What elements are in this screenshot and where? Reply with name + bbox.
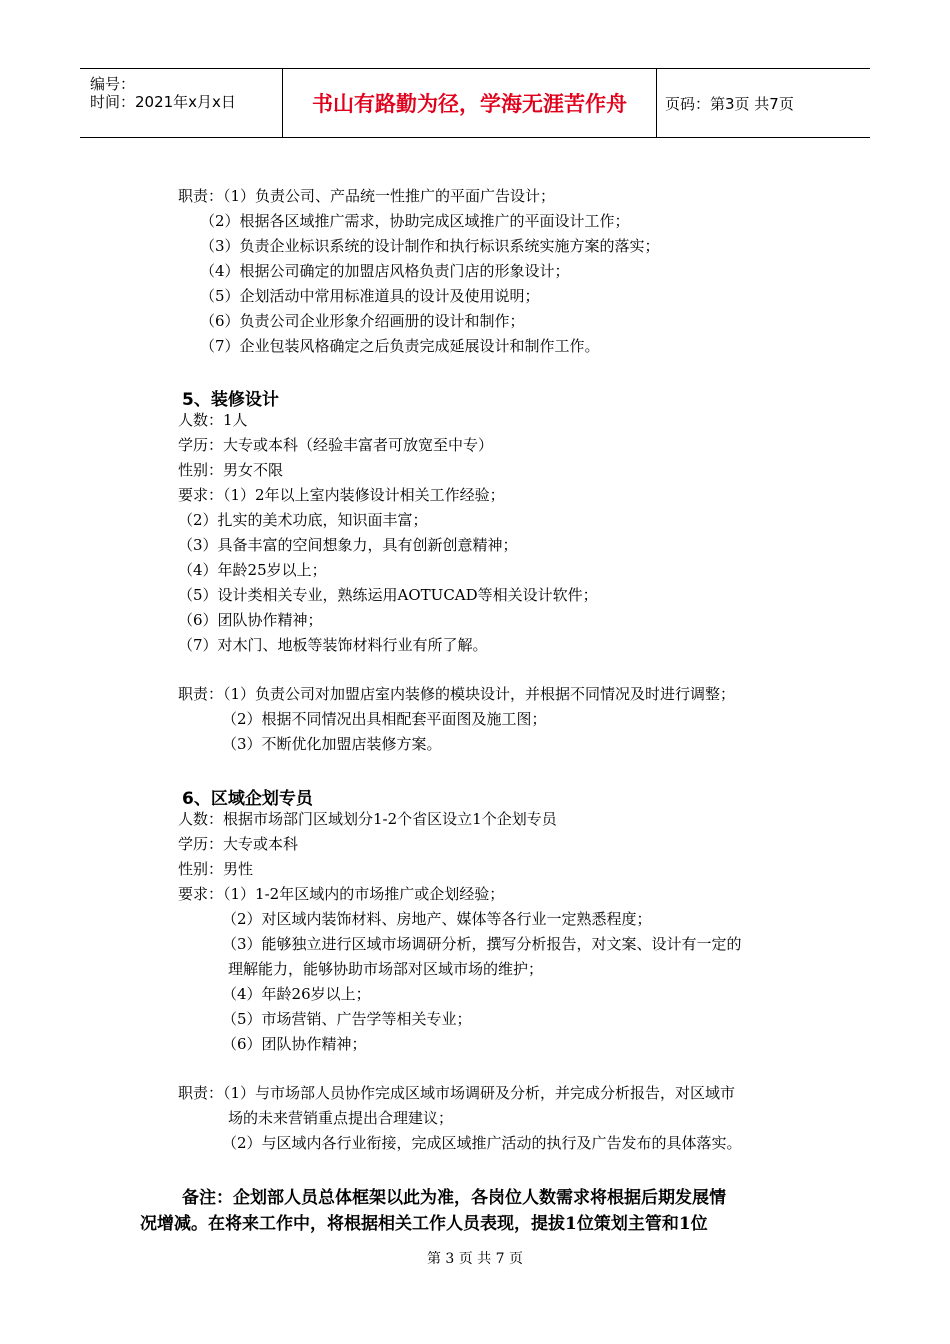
duty-line: （7）企业包装风格确定之后负责完成延展设计和制作工作。 bbox=[200, 337, 600, 355]
duty-line: （3）不断优化加盟店装修方案。 bbox=[222, 735, 442, 753]
info-line: 要求：（1）1-2年区域内的市场推广或企划经验； bbox=[178, 885, 505, 903]
duty-line: （6）负责公司企业形象介绍画册的设计和制作； bbox=[200, 312, 525, 330]
duty-line: （2）与区域内各行业衔接，完成区域推广活动的执行及广告发布的具体落实。 bbox=[222, 1134, 742, 1152]
requirement-line: （3）能够独立进行区域市场调研分析，撰写分析报告，对文案、设计有一定的 bbox=[222, 935, 742, 953]
info-line: 要求：（1）2年以上室内装修设计相关工作经验； bbox=[178, 486, 505, 504]
info-line: 学历：大专或本科（经验丰富者可放宽至中专） bbox=[178, 436, 494, 454]
page-header bbox=[80, 68, 870, 138]
requirement-line: （3）具备丰富的空间想象力，具有创新创意精神； bbox=[178, 536, 518, 554]
header-meta bbox=[80, 69, 283, 137]
requirement-line: （7）对木门、地板等装饰材料行业有所了解。 bbox=[178, 636, 488, 654]
requirement-line: 理解能力，能够协助市场部对区域市场的维护； bbox=[228, 960, 544, 978]
duty-line: （5）企划活动中常用标准道具的设计及使用说明； bbox=[200, 287, 540, 305]
number-label: 编号： bbox=[90, 75, 136, 93]
duty-line: 职责：（1）与市场部人员协作完成区域市场调研及分析，并完成分析报告，对区域市 bbox=[178, 1084, 736, 1102]
info-line: 人数：根据市场部门区域划分1-2个省区设立1个企划专员 bbox=[178, 810, 557, 828]
note-line: 况增减。在将来工作中，将根据相关工作人员表现，提拔1位策划主管和1位 bbox=[140, 1214, 708, 1234]
duty-line: （2）根据不同情况出具相配套平面图及施工图； bbox=[222, 710, 547, 728]
requirement-line: （6）团队协作精神； bbox=[222, 1035, 367, 1053]
info-line: 性别：男性 bbox=[178, 860, 254, 878]
info-line: 性别：男女不限 bbox=[178, 461, 284, 479]
requirement-line: （4）年龄25岁以上； bbox=[178, 561, 327, 579]
duty-line: （2）根据各区域推广需求，协助完成区域推广的平面设计工作； bbox=[200, 212, 630, 230]
date-label: 时间：2021年x月x日 bbox=[90, 93, 236, 111]
duty-line: （4）根据公司确定的加盟店风格负责门店的形象设计； bbox=[200, 262, 570, 280]
header-page-number: 页码：第3页 共7页 bbox=[665, 94, 794, 113]
note-line: 备注：企划部人员总体框架以此为准，各岗位人数需求将根据后期发展情 bbox=[182, 1188, 726, 1208]
requirement-line: （5）设计类相关专业，熟练运用AOTUCAD等相关设计软件； bbox=[178, 586, 598, 604]
info-line: 学历：大专或本科 bbox=[178, 835, 299, 853]
requirement-line: （2）对区域内装饰材料、房地产、媒体等各行业一定熟悉程度； bbox=[222, 910, 652, 928]
duty-line: 职责：（1）负责公司对加盟店室内装修的模块设计，并根据不同情况及时进行调整； bbox=[178, 685, 736, 703]
duty-line: （3）负责企业标识系统的设计制作和执行标识系统实施方案的落实； bbox=[200, 237, 660, 255]
section-title: 6、区域企划专员 bbox=[182, 789, 313, 809]
duty-line: 职责：（1）负责公司、产品统一性推广的平面广告设计； bbox=[178, 187, 556, 205]
info-line: 人数：1人 bbox=[178, 411, 248, 429]
requirement-line: （6）团队协作精神； bbox=[178, 611, 323, 629]
requirement-line: （5）市场营销、广告学等相关专业； bbox=[222, 1010, 472, 1028]
header-motto: 书山有路勤为径，学海无涯苦作舟 bbox=[283, 69, 657, 137]
duty-line: 场的未来营销重点提出合理建议； bbox=[228, 1109, 454, 1127]
requirement-line: （4）年龄26岁以上； bbox=[222, 985, 371, 1003]
section-title: 5、装修设计 bbox=[182, 390, 279, 410]
page-footer: 第 3 页 共 7 页 bbox=[426, 1251, 524, 1267]
requirement-line: （2）扎实的美术功底，知识面丰富； bbox=[178, 511, 428, 529]
